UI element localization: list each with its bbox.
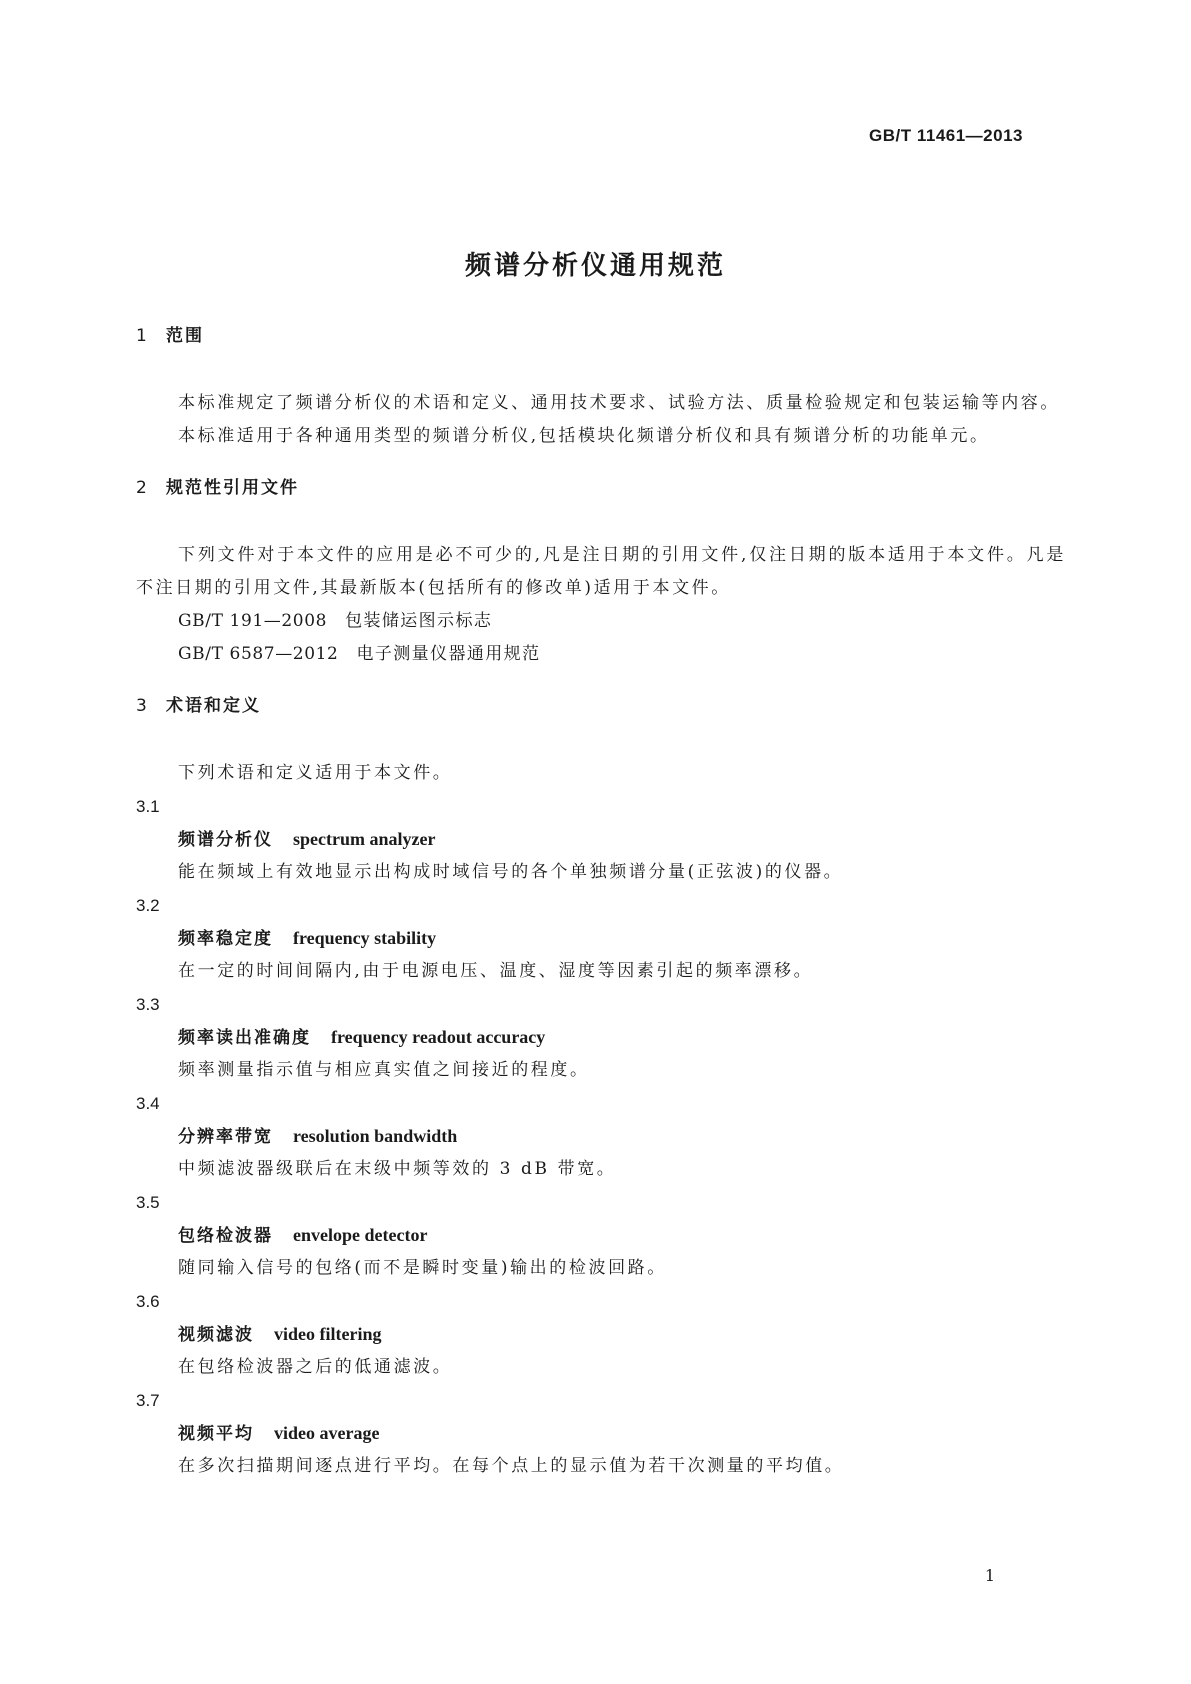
term-zh: 频率稳定度 bbox=[178, 929, 273, 949]
reference-item bbox=[136, 638, 1066, 671]
term-definition: 在包络检波器之后的低通滤波。 bbox=[178, 1357, 453, 1377]
term-en: video filtering bbox=[274, 1324, 382, 1344]
document-title: 频谱分析仪通用规范 bbox=[464, 251, 726, 282]
section-number: 1 bbox=[136, 326, 149, 346]
term-number: 3.4 bbox=[136, 1094, 160, 1113]
term-name bbox=[136, 1120, 1066, 1153]
term-en: frequency readout accuracy bbox=[331, 1027, 546, 1047]
term-en: frequency stability bbox=[293, 928, 437, 948]
reference-item bbox=[136, 605, 1066, 638]
section-title: 范围 bbox=[166, 326, 204, 346]
term-number: 3.2 bbox=[136, 896, 160, 915]
paragraph: 本标准适用于各种通用类型的频谱分析仪,包括模块化频谱分析仪和具有频谱分析的功能单元。 bbox=[178, 426, 990, 446]
term-name bbox=[136, 823, 1066, 856]
section-title: 规范性引用文件 bbox=[166, 478, 299, 498]
term-definition: 随同输入信号的包络(而不是瞬时变量)输出的检波回路。 bbox=[178, 1258, 667, 1278]
term-entry bbox=[136, 790, 1066, 889]
term-name bbox=[136, 1219, 1066, 1252]
paragraph: 下列术语和定义适用于本文件。 bbox=[178, 763, 453, 783]
term-entry bbox=[136, 1285, 1066, 1384]
term-definition: 在一定的时间间隔内,由于电源电压、温度、湿度等因素引起的频率漂移。 bbox=[178, 961, 814, 981]
reference-title: 包装储运图示标志 bbox=[345, 611, 493, 631]
term-definition: 中频滤波器级联后在末级中频等效的 3 dB 带宽。 bbox=[178, 1159, 617, 1179]
paragraph: 本标准规定了频谱分析仪的术语和定义、通用技术要求、试验方法、质量检验规定和包装运输等内容。 bbox=[178, 393, 1060, 413]
term-entry bbox=[136, 1384, 1066, 1483]
section-number: 2 bbox=[136, 478, 149, 498]
term-zh: 频率读出准确度 bbox=[178, 1028, 311, 1048]
term-en: spectrum analyzer bbox=[293, 829, 436, 849]
term-number: 3.6 bbox=[136, 1292, 160, 1311]
term-name bbox=[136, 1318, 1066, 1351]
term-definition: 频率测量指示值与相应真实值之间接近的程度。 bbox=[178, 1060, 590, 1080]
term-number: 3.3 bbox=[136, 995, 160, 1014]
section-3-heading bbox=[136, 695, 1066, 735]
reference-code: GB/T 6587—2012 bbox=[178, 644, 339, 664]
term-entry bbox=[136, 1186, 1066, 1285]
term-zh: 视频滤波 bbox=[178, 1325, 254, 1345]
term-name bbox=[136, 1021, 1066, 1054]
section-number: 3 bbox=[136, 696, 149, 716]
term-zh: 视频平均 bbox=[178, 1424, 254, 1444]
term-en: video average bbox=[274, 1423, 380, 1443]
section-1-heading bbox=[136, 325, 1066, 365]
term-name bbox=[136, 922, 1066, 955]
term-entry bbox=[136, 988, 1066, 1087]
term-number: 3.7 bbox=[136, 1391, 160, 1410]
standard-code: GB/T 11461—2013 bbox=[869, 126, 1023, 145]
term-name bbox=[136, 1417, 1066, 1450]
term-en: envelope detector bbox=[293, 1225, 428, 1245]
term-entry bbox=[136, 889, 1066, 988]
term-zh: 频谱分析仪 bbox=[178, 830, 273, 850]
term-entry bbox=[136, 1087, 1066, 1186]
section-title: 术语和定义 bbox=[166, 696, 261, 716]
reference-code: GB/T 191—2008 bbox=[178, 611, 328, 631]
page-number: 1 bbox=[984, 1566, 995, 1585]
term-definition: 在多次扫描期间逐点进行平均。在每个点上的显示值为若干次测量的平均值。 bbox=[178, 1456, 845, 1476]
term-definition: 能在频域上有效地显示出构成时域信号的各个单独频谱分量(正弦波)的仪器。 bbox=[178, 862, 844, 882]
section-2-heading bbox=[136, 477, 1066, 517]
paragraph: 下列文件对于本文件的应用是必不可少的,凡是注日期的引用文件,仅注日期的版本适用于本文件。凡是不注日期的引用文件,其最新版本(包括所有的修改单)适用于本文件。 bbox=[136, 545, 1066, 598]
term-zh: 包络检波器 bbox=[178, 1226, 273, 1246]
term-en: resolution bandwidth bbox=[293, 1126, 458, 1146]
term-zh: 分辨率带宽 bbox=[178, 1127, 273, 1147]
document-body bbox=[136, 325, 1066, 1483]
term-number: 3.5 bbox=[136, 1193, 160, 1212]
term-number: 3.1 bbox=[136, 797, 160, 816]
reference-title: 电子测量仪器通用规范 bbox=[356, 644, 541, 664]
